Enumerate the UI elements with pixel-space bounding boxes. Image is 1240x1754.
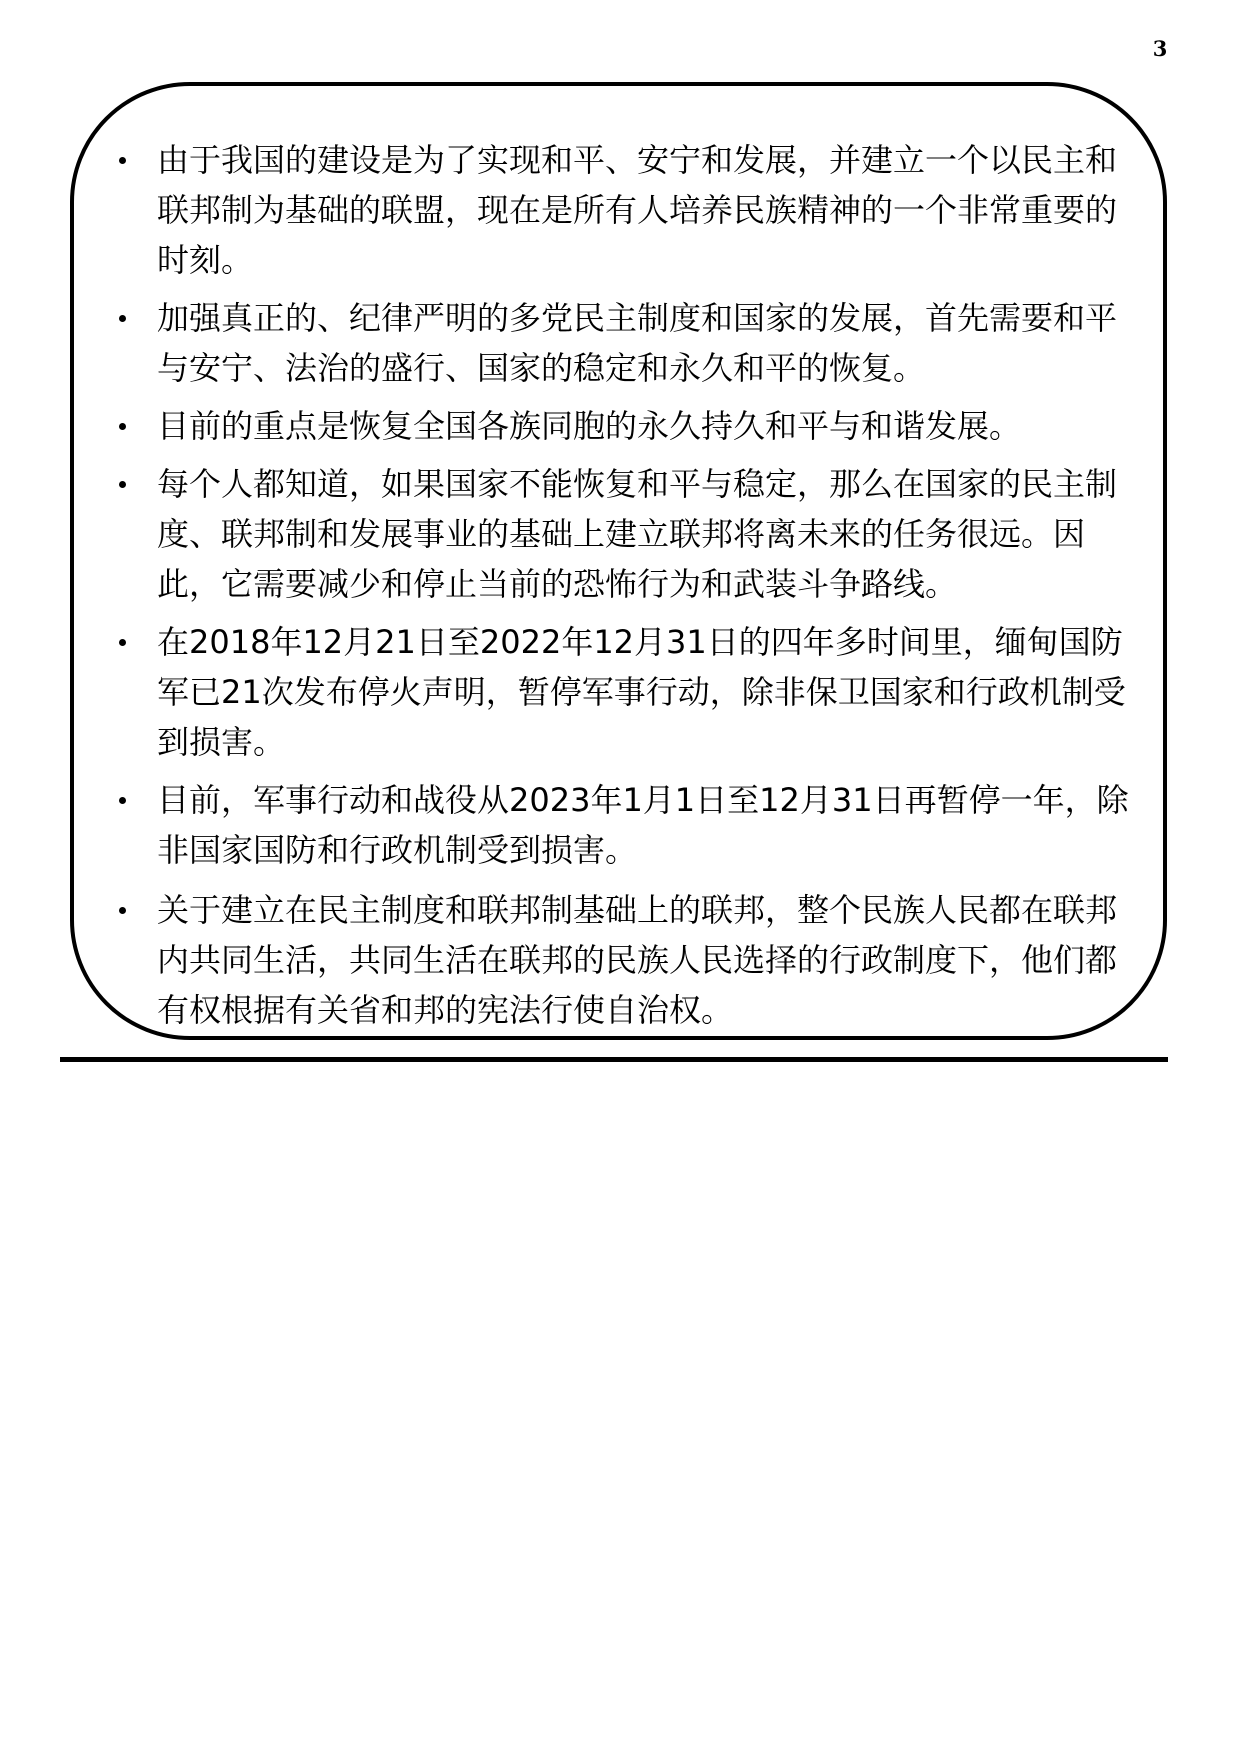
list-item (115, 293, 1130, 393)
list-item (115, 135, 1130, 285)
list-item (115, 885, 1130, 1035)
list-item-text: 由于我国的建设是为了实现和平、安宁和发展，并建立一个以民主和联邦制为基础的联盟，现在是所有人培养民族精神的一个非常重要的时刻。 (157, 141, 1118, 279)
list-item-text: 在2018年12月21日至2022年12月31日的四年多时间里，缅甸国防军已21次发布停火声明，暂停军事行动，除非保卫国家和行政机制受到损害。 (157, 623, 1126, 761)
bullet-icon (119, 315, 126, 322)
bullet-list (115, 135, 1130, 1043)
list-item-text: 关于建立在民主制度和联邦制基础上的联邦，整个民族人民都在联邦内共同生活，共同生活在联邦的民族人民选择的行政制度下，他们都有权根据有关省和邦的宪法行使自治权。 (157, 891, 1118, 1029)
list-item (115, 459, 1130, 609)
list-item (115, 617, 1130, 767)
bullet-icon (119, 639, 126, 646)
list-item-text: 加强真正的、纪律严明的多党民主制度和国家的发展，首先需要和平与安宁、法治的盛行、国家的稳定和永久和平的恢复。 (157, 299, 1118, 387)
page-number: 3 (1152, 36, 1168, 61)
horizontal-rule (60, 1057, 1168, 1062)
list-item-text: 每个人都知道，如果国家不能恢复和平与稳定，那么在国家的民主制度、联邦制和发展事业的基础上建立联邦将离未来的任务很远。因此，它需要减少和停止当前的恐怖行为和武装斗争路线。 (157, 465, 1118, 603)
list-item (115, 401, 1130, 451)
bullet-icon (119, 423, 126, 430)
bullet-icon (119, 157, 126, 164)
list-item-text: 目前的重点是恢复全国各族同胞的永久持久和平与和谐发展。 (157, 407, 1022, 445)
bullet-icon (119, 797, 126, 804)
bullet-icon (119, 481, 126, 488)
list-item (115, 775, 1130, 875)
list-item-text: 目前，军事行动和战役从2023年1月1日至12月31日再暂停一年，除非国家国防和行政机制受到损害。 (157, 781, 1129, 869)
bullet-icon (119, 907, 126, 914)
